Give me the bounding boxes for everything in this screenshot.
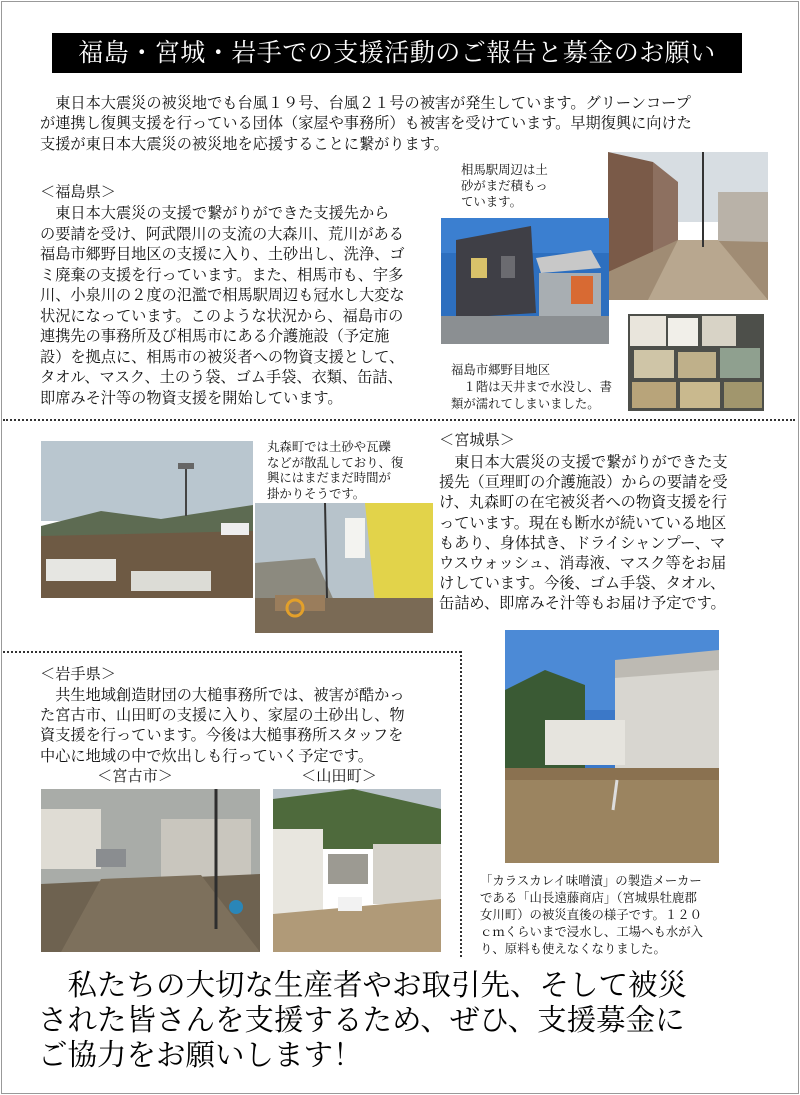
caption-line: り、原料も使えなくなりました。 (480, 941, 666, 956)
miyagi-line: もあり、身体拭き、ドライシャンプー、マ (439, 533, 726, 552)
intro-line: が連携し復興支援を行っている団体（家屋や事務所）も被害を受けています。早期復興に向けた (40, 114, 692, 133)
photo-soma-street (608, 152, 768, 300)
caption-line: 類が濡れてしまいました。 (451, 396, 600, 411)
label-miyako: ＜宮古市＞ (97, 767, 173, 785)
appeal-line: ご協力をお願いします！ (38, 1038, 363, 1072)
photo-miyako (41, 789, 260, 952)
caption-line: 女川町）の被災直後の様子です。１２０ (480, 907, 703, 922)
photo-yamada (273, 789, 441, 952)
iwate-line: た宮古市、山田町の支援に入り、家屋の土砂出し、物 (40, 706, 405, 725)
caption-line: ｃｍくらいまで浸水し、工場へも水が入 (480, 924, 704, 939)
intro-line: 東日本大震災の被災地でも台風１９号、台風２１号の被害が発生しています。グリーンコープ (40, 94, 691, 112)
appeal-line: された皆さんを支援するため、ぜひ、支援募金に (38, 1003, 685, 1037)
donation-appeal (38, 968, 687, 1073)
miyagi-heading: ＜宮城県＞ (439, 431, 515, 449)
caption-line: 福島市郷野目地区 (451, 362, 551, 377)
section-divider (3, 419, 795, 421)
fukushima-heading: ＜福島県＞ (40, 183, 116, 201)
label-yamada: ＜山田町＞ (301, 767, 377, 785)
fukushima-line: の要請を受け、阿武隈川の支流の大森川、荒川がある (40, 224, 404, 243)
fukushima-line: 連携先の事務所及び相馬市にある介護施設（予定施 (40, 327, 390, 345)
miyagi-line: 援先（亘理町の介護施設）からの要請を受 (439, 473, 728, 492)
caption-marumori (267, 439, 403, 501)
miyagi-line: 缶詰め、即席みそ汁等もお届け予定です。 (439, 594, 726, 613)
caption-line: 興にはまだまだ時間が (267, 470, 391, 486)
caption-line: 砂がまだ積もっ (461, 178, 548, 193)
caption-line: 相馬駅周辺は土 (461, 162, 548, 177)
fukushima-line: 状況になっています。このような状況から、福島市の (40, 306, 404, 325)
iwate-line: 資支援を行っています。今後は大槌事務所スタッフを (40, 726, 404, 745)
iwate-heading: ＜岩手県＞ (40, 665, 116, 683)
caption-line: 「カラスカレイ味噌漬」の製造メーカー (480, 873, 702, 888)
caption-factory (480, 872, 703, 957)
caption-line: などが散乱しており、復 (267, 454, 404, 470)
photo-soma-houses (441, 218, 609, 344)
photo-marumori-street (255, 503, 433, 633)
fukushima-line: 東日本大震災の支援で繋がりができた支援先から (40, 204, 390, 222)
caption-gonome (451, 361, 612, 412)
section-divider (3, 651, 461, 653)
iwate-line: 共生地域創造財団の大槌事務所では、被害が酷かっ (40, 686, 405, 704)
caption-line: １階は天井まで水没し、書 (451, 379, 613, 394)
fukushima-line: 即席みそ汁等の物資支援を開始しています。 (40, 388, 343, 407)
caption-soma-station (461, 162, 548, 210)
iwate-line: 中心に地域の中で炊出しも行っていく予定です。 (40, 746, 373, 765)
caption-line: 掛かりそうです。 (267, 485, 366, 501)
miyagi-line: け、丸森町の在宅被災者への物資支援を行 (439, 493, 727, 512)
section-divider (460, 651, 462, 957)
caption-line: ています。 (461, 194, 522, 209)
fukushima-line: タオル、マスク、土のう袋、ゴム手袋、衣類、缶詰、 (40, 368, 403, 386)
appeal-line: 私たちの大切な生産者やお取引先、そして被災 (38, 968, 688, 1002)
caption-line: 丸森町では土砂や瓦礫 (267, 439, 391, 454)
intro-line: 支援が東日本大震災の被災地を応援することに繋がります。 (40, 134, 449, 153)
page-title: 福島・宮城・岩手での支援活動のご報告と募金のお願い (52, 33, 742, 73)
photo-factory-flood (505, 630, 719, 863)
fukushima-paragraph (40, 203, 405, 408)
miyagi-paragraph (439, 452, 728, 614)
iwate-paragraph (40, 685, 405, 766)
intro-paragraph (40, 93, 692, 154)
photo-wet-documents (628, 314, 764, 411)
miyagi-line: けしています。今後、ゴム手袋、タオル、 (439, 574, 726, 593)
fukushima-line: ミ廃棄の支援を行っています。また、相馬市も、宇多 (40, 265, 404, 284)
fukushima-line: 川、小泉川の２度の氾濫で相馬駅周辺も冠水し大変な (40, 286, 405, 304)
miyagi-line: っています。現在も断水が続いている地区 (439, 513, 727, 532)
miyagi-line: ウスウォッシュ、消毒液、マスク等をお届 (439, 554, 727, 573)
fukushima-line: 福島市郷野目地区の支援に入り、土砂出し、洗浄、ゴ (40, 245, 405, 263)
fukushima-line: 設）を拠点に、相馬市の被災者への物資支援として、 (40, 347, 405, 366)
miyagi-line: 東日本大震災の支援で繋がりができた支 (439, 453, 728, 471)
caption-line: である「山長遠藤商店」（宮城県牡鹿郡 (480, 890, 697, 905)
photo-marumori-debris (41, 441, 253, 598)
